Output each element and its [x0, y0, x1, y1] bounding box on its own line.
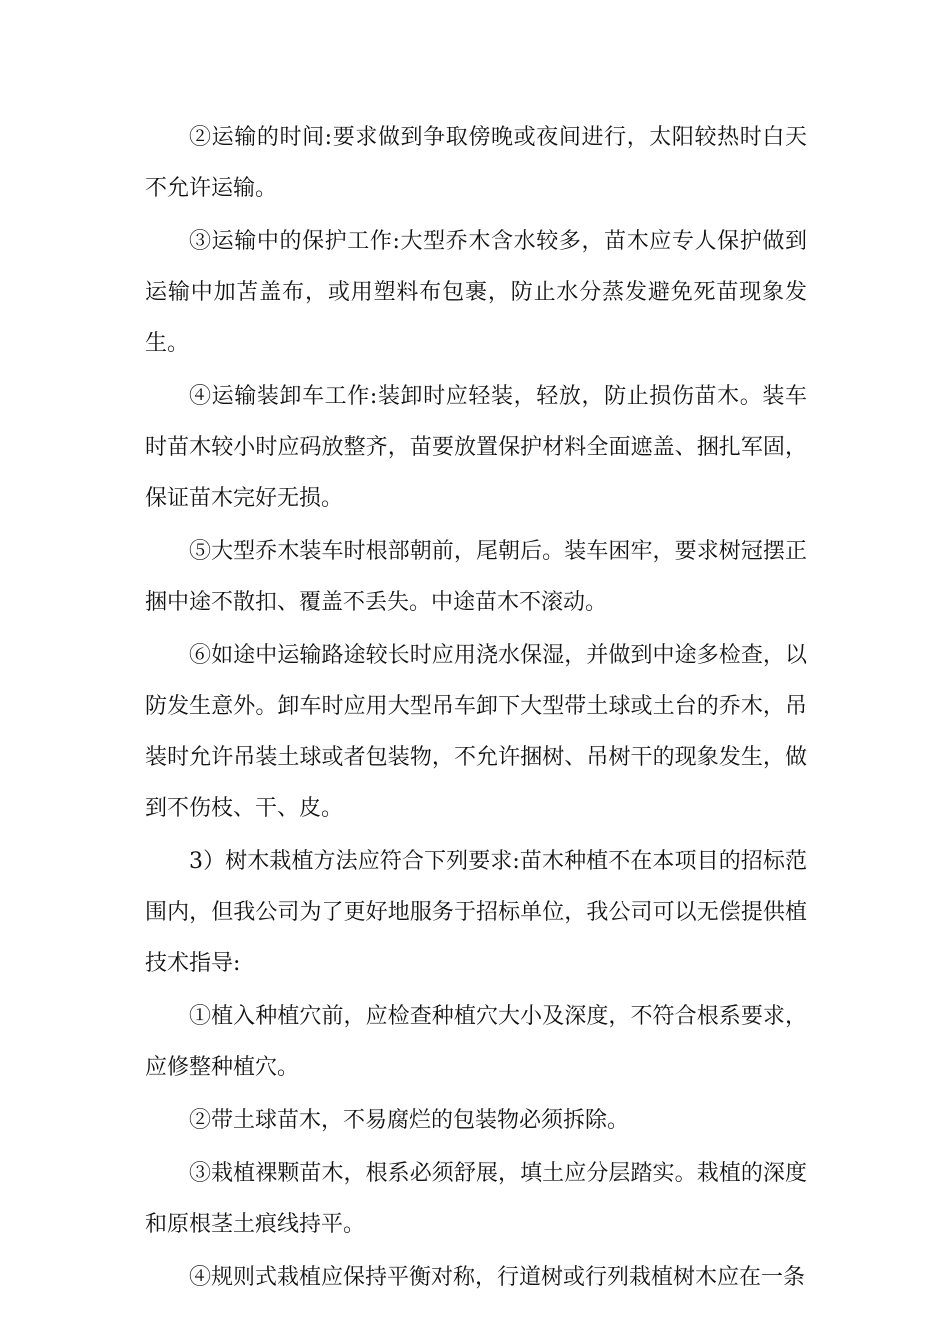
paragraph-planting-pit-check: ①植入种植穴前，应检查种植穴大小及深度，不符合根系要求，应修整种植穴。	[145, 1004, 807, 1080]
paragraph-regular-planting: ④规则式栽植应保持平衡对称，行道树或行列栽植树木应在一条	[189, 1265, 806, 1290]
paragraph-bare-root-planting: ③栽植裸颗苗木，根系必须舒展，填土应分层踏实。栽植的深度和原根茎土痕线持平。	[145, 1161, 807, 1237]
paragraph-remove-packaging: ②带土球苗木，不易腐烂的包装物必须拆除。	[189, 1108, 630, 1133]
paragraph-planting-method: 3）树木栽植方法应符合下列要求:苗木种植不在本项目的招标范围内，但我公司为了更好地服务于招标单位，我公司可以无偿提供植技术指导:	[145, 849, 807, 976]
paragraph-long-distance-transport: ⑥如途中运输路途较长时应用浇水保湿，并做到中途多检查，以防发生意外。卸车时应用大型吊车卸下大型带土球或土台的乔木，吊装时允许吊装土球或者包装物，不允许捆树、吊树干的现象发生，做到不伤枝、干、皮。	[145, 643, 807, 821]
paragraph-large-tree-loading: ⑤大型乔木装车时根部朝前，尾朝后。装车困牢，要求树冠摆正捆中途不散扣、覆盖不丢失。中途苗木不滚动。	[145, 539, 807, 615]
paragraph-transport-time: ②运输的时间:要求做到争取傍晚或夜间进行，太阳较热时白天不允许运输。	[145, 125, 807, 201]
paragraph-loading-unloading: ④运输装卸车工作:装卸时应轻装，轻放，防止损伤苗木。装车时苗木较小时应码放整齐，苗要放置保护材料全面遮盖、捆扎军固，保证苗木完好无损。	[145, 384, 807, 511]
document-body	[145, 112, 807, 1305]
paragraph-transport-protection: ③运输中的保护工作:大型乔木含水较多，苗木应专人保护做到运输中加苫盖布，或用塑料布包裹，防止水分蒸发避免死苗现象发生。	[145, 229, 807, 356]
